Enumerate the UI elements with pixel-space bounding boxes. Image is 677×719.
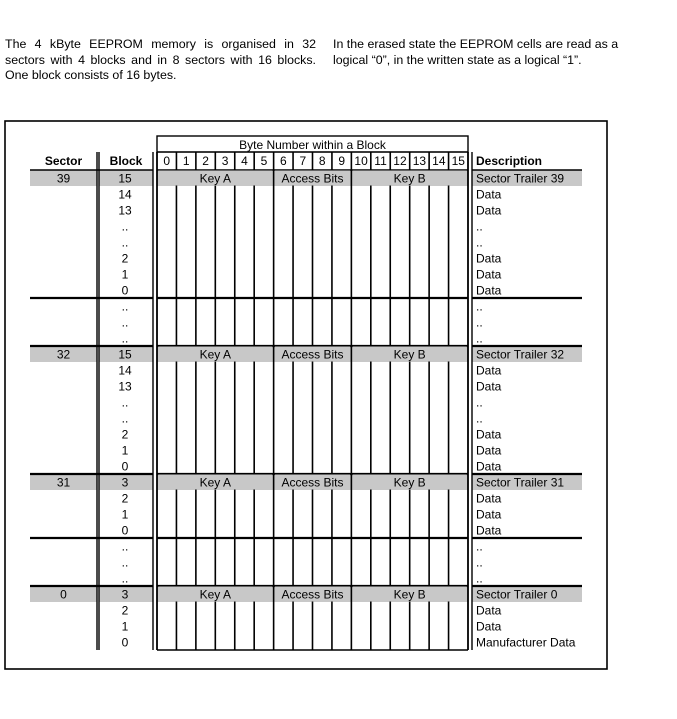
- block-number: 2: [121, 603, 129, 618]
- block-number: ..: [121, 571, 129, 586]
- block-number: ..: [121, 219, 129, 234]
- block-number: 2: [121, 491, 129, 506]
- block-number: 1: [121, 267, 129, 282]
- byte-number-label: 11: [374, 154, 387, 168]
- block-number: ..: [121, 539, 129, 554]
- block-number: ..: [121, 395, 129, 410]
- row-description: ..: [476, 315, 483, 330]
- row-description: ..: [476, 395, 483, 410]
- row-description: Data: [476, 523, 502, 538]
- byte-number-label: 14: [432, 154, 446, 168]
- sector-number: 31: [56, 475, 71, 490]
- block-number: 3: [121, 587, 129, 602]
- block-number: 2: [121, 427, 129, 442]
- sector-number: 39: [56, 171, 71, 186]
- block-number: 2: [121, 251, 129, 266]
- block-number: 1: [121, 507, 129, 522]
- byte-number-label: 5: [260, 154, 268, 168]
- byte-number-label: 6: [280, 154, 287, 168]
- byte-number-label: 9: [338, 154, 345, 168]
- row-description: ..: [476, 219, 483, 234]
- block-number: ..: [121, 315, 129, 330]
- key-b-label: Key B: [393, 171, 426, 186]
- block-number: 0: [121, 459, 129, 474]
- key-a-label: Key A: [199, 171, 231, 186]
- row-description: Data: [476, 187, 502, 202]
- row-description: ..: [476, 539, 483, 554]
- sector-column-header: Sector: [44, 154, 83, 168]
- block-number: 13: [118, 379, 132, 394]
- access-bits-label: Access Bits: [281, 347, 344, 362]
- row-description: Manufacturer Data: [476, 635, 576, 650]
- row-description: Data: [476, 507, 502, 522]
- byte-number-label: 10: [354, 154, 368, 168]
- block-number: ..: [121, 235, 129, 250]
- block-number: 3: [121, 475, 129, 490]
- block-number: 14: [118, 187, 132, 202]
- byte-number-label: 0: [163, 154, 171, 168]
- block-number: 13: [118, 203, 132, 218]
- row-description: ..: [476, 331, 483, 346]
- row-description: Data: [476, 443, 502, 458]
- row-description: Data: [476, 251, 502, 266]
- description-column-header: Description: [476, 154, 543, 168]
- row-description: ..: [476, 555, 483, 570]
- byte-number-label: 13: [412, 154, 427, 168]
- sector-number: 0: [60, 587, 67, 602]
- block-number: ..: [121, 555, 129, 570]
- key-a-label: Key A: [199, 587, 231, 602]
- row-description: Data: [476, 619, 502, 634]
- key-b-label: Key B: [393, 347, 426, 362]
- row-description: Data: [476, 491, 502, 506]
- block-number: 14: [118, 363, 132, 378]
- byte-header-title: Byte Number within a Block: [239, 138, 386, 152]
- intro-paragraph-left: The 4 kByte EEPROM memory is organised in 32 sectors with 4 blocks and in 8 sectors with 16 blocks. One block consists of 16 bytes.: [5, 37, 316, 82]
- byte-number-label: 2: [202, 154, 209, 168]
- row-description: Sector Trailer 32: [476, 347, 565, 362]
- row-description: Data: [476, 603, 502, 618]
- byte-number-label: 4: [241, 154, 248, 168]
- row-description: Data: [476, 459, 502, 474]
- row-description: Data: [476, 283, 502, 298]
- block-number: 0: [121, 523, 129, 538]
- key-b-label: Key B: [393, 475, 426, 490]
- block-number: ..: [121, 299, 129, 314]
- block-number: ..: [121, 331, 129, 346]
- byte-number-label: 12: [393, 154, 407, 168]
- byte-number-label: 15: [451, 154, 465, 168]
- row-description: ..: [476, 411, 483, 426]
- row-description: Sector Trailer 39: [476, 171, 565, 186]
- row-description: Data: [476, 427, 502, 442]
- key-a-label: Key A: [199, 475, 231, 490]
- block-number: 15: [118, 347, 132, 362]
- access-bits-label: Access Bits: [281, 171, 344, 186]
- byte-number-label: 8: [318, 154, 326, 168]
- row-description: Data: [476, 267, 502, 282]
- block-number: 1: [121, 443, 129, 458]
- access-bits-label: Access Bits: [281, 475, 344, 490]
- row-description: Data: [476, 203, 502, 218]
- row-description: ..: [476, 571, 483, 586]
- byte-number-label: 3: [221, 154, 229, 168]
- block-number: 0: [121, 635, 129, 650]
- byte-number-label: 1: [182, 154, 190, 168]
- block-column-header: Block: [109, 154, 143, 168]
- key-a-label: Key A: [199, 347, 231, 362]
- row-description: Sector Trailer 31: [476, 475, 565, 490]
- row-description: ..: [476, 299, 483, 314]
- block-number: 15: [118, 171, 132, 186]
- block-number: 0: [121, 283, 129, 298]
- row-description: Data: [476, 379, 502, 394]
- row-description: Sector Trailer 0: [476, 587, 558, 602]
- key-b-label: Key B: [393, 587, 426, 602]
- block-number: 1: [121, 619, 129, 634]
- block-number: ..: [121, 411, 129, 426]
- row-description: ..: [476, 235, 483, 250]
- byte-number-label: 7: [299, 154, 307, 168]
- sector-number: 32: [56, 347, 71, 362]
- access-bits-label: Access Bits: [281, 587, 344, 602]
- intro-paragraph-right: In the erased state the EEPROM cells are read as a logical “0”, in the written state as a logical “1”.: [333, 37, 619, 67]
- row-description: Data: [476, 363, 502, 378]
